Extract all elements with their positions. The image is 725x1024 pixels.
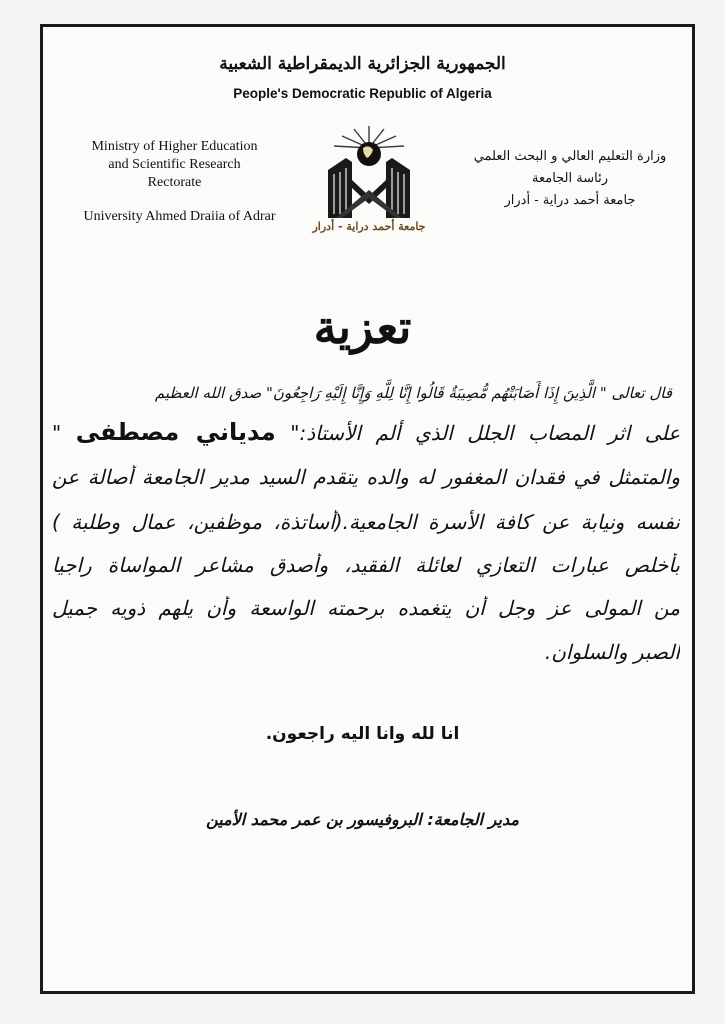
ministry-block-english (62, 138, 287, 192)
ministry-block-arabic (470, 146, 670, 212)
signature-line: مدير الجامعة: البروفيسور بن عمر محمد الأمين (206, 810, 519, 829)
logo-caption: جامعة أحمد دراية - أدرار (312, 220, 426, 233)
body-line-1-prefix: على اثر المصاب الجلل الذي ألم الأستاذ:" (290, 421, 680, 445)
body-line-3: نفسه ونيابة عن كافة الأسرة الجامعية.(أساتذة، موظفين، عمال وطلبة ) (52, 510, 680, 534)
country-name-arabic: الجمهورية الجزائرية الديمقراطية الشعبية (219, 54, 506, 74)
deceased-relative-name: مدياني مصطفى (75, 418, 276, 446)
body-line-1-suffix: " (52, 421, 62, 445)
body-line-6: الصبر والسلوان. (544, 640, 680, 664)
university-arabic: جامعة أحمد دراية - أدرار (504, 193, 636, 208)
ministry-arabic: وزارة التعليم العالي و البحث العلمي (473, 149, 667, 164)
page-title: تعزية (313, 300, 412, 354)
body-line-5: من المولى عز وجل أن يتغمده برحمته الواسعة وأن يلهم ذويه جميل (52, 596, 680, 620)
ministry-line-2: and Scientific Research (108, 157, 241, 172)
rectorate-label: Rectorate (147, 175, 202, 190)
body-line-1 (52, 418, 680, 446)
body-line-2: والمتمثل في فقدان المغفور له والده يتقدم السيد مدير الجامعة أصالة عن (52, 465, 680, 489)
closing-phrase: انا لله وانا اليه راجعون. (265, 724, 460, 744)
body-line-4: بأخلص عبارات التعازي لعائلة الفقيد، وأصدق مشاعر المواساة راجيا (52, 553, 680, 577)
rectorate-arabic: رئاسة الجامعة (532, 171, 608, 186)
ministry-line-1: Ministry of Higher Education (91, 139, 258, 154)
university-name-english: University Ahmed Draiia of Adrar (83, 209, 276, 224)
quran-verse: قال تعالى " الَّذِينَ إِذَا أَصَابَتْهُم مُّصِيبَةٌ قَالُوا إِنَّا لِلَّهِ وَإِنَّا إِلَيْهِ رَاجِعُونَ" صدق الله العظيم (154, 384, 672, 402)
country-name-english: People's Democratic Republic of Algeria (233, 86, 492, 101)
